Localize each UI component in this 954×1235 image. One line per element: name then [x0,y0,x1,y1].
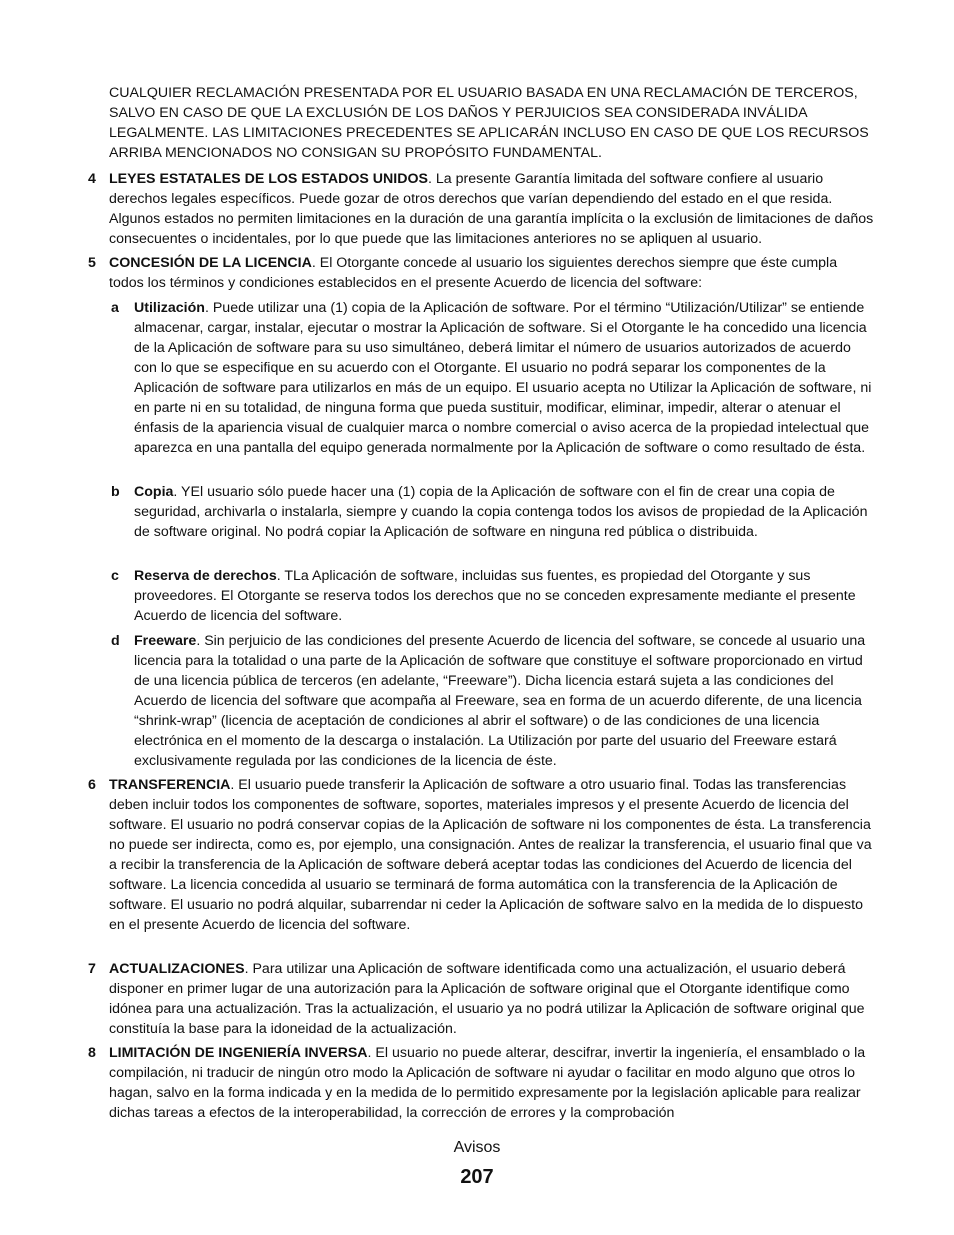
footer-section-label: Avisos [453,1139,501,1156]
subsection-letter: d [111,633,120,649]
section-7 [88,959,874,1039]
section-number: 8 [88,1045,96,1061]
section-text: . El Otorgante concede al usuario los siguientes derechos siempre que éste cumpla todos los términos y condiciones establecidos en el presente Acuerdo de licencia del software: [109,255,838,291]
subsection-letter: b [111,484,120,500]
section-title: ACTUALIZACIONES [109,961,245,977]
section-5 [88,253,874,293]
subsection-d [111,631,874,771]
intro-paragraph: CUALQUIER RECLAMACIÓN PRESENTADA POR EL USUARIO BASADA EN UNA RECLAMACIÓN DE TERCEROS, SALVO EN CASO DE QUE LA EXCLUSIÓN DE LOS DAÑOS Y PERJUICIOS SEA CONSIDERADA INVÁLIDA LEGALMENTE. LAS LIMITACIONES PRECEDENTES SE APLICARÁN INCLUSO EN CASO DE QUE LOS RECURSOS ARRIBA MENCIONADOS NO CONSIGAN SU PROPÓSITO FUNDAMENTAL. [109,85,869,161]
subsection-text: . YEl usuario sólo puede hacer una (1) copia de la Aplicación de software con el fin de crear una copia de seguridad, archivarla o instalarla, siempre y cuando la copia contenga todos los avisos de propiedad de la Aplicación de software original. No podrá copiar la Aplicación de software en ninguna red pública o distribuida. [134,484,868,540]
section-title: LEYES ESTATALES DE LOS ESTADOS UNIDOS [109,171,428,187]
section-6 [88,775,874,935]
page-number: 207 [460,1166,494,1188]
subsection-title: Reserva de derechos [134,568,277,584]
section-title: TRANSFERENCIA [109,777,231,793]
subsection-title: Utilización [134,300,205,316]
section-text: . El usuario no puede alterar, descifrar, invertir la ingeniería, el ensamblado o la compilación, ni traducir de ningún otro modo la Aplicación de software ni ayudar o facilitar en modo alguno que otros lo hagan, salvo en la forma indicada y en la medida de lo permitido expresamente por la legislación aplicable para realizar dichas tareas a efectos de la interoperabilidad, la corrección de errores y la comprobación [109,1045,866,1121]
section-number: 6 [88,777,96,793]
subsection-text: . Puede utilizar una (1) copia de la Aplicación de software. Por el término “Utilización/Utilizar” se entiende almacenar, cargar, instalar, ejecutar o mostrar la Aplicación de software. Si el Otorgante le ha concedido una licencia de la Aplicación de software para su uso simultáneo, deberá limitar el número de usuarios autorizados de acuerdo con lo que se especifique en su acuerdo con el Otorgante. El usuario no podrá separar los componentes de la Aplicación de software para utilizarlos en más de un equipo. El usuario acepta no Utilizar la Aplicación de software, ni en parte ni en su totalidad, de ninguna forma que pueda sustituir, modificar, eliminar, impedir, alterar o atenuar el énfasis de la apariencia visual de cualquier marca o nombre comercial o aviso acerca de la propiedad intelectual que aparezca en una pantalla del equipo generada normalmente por la Aplicación de software o como resultado de ésta. [134,300,872,456]
section-text: . Para utilizar una Aplicación de software identificada como una actualización, el usuario deberá disponer en primer lugar de una autorización para la Aplicación de software original que el Otorgante identifique como idónea para una actualización. Tras la actualización, el usuario ya no podrá utilizar la Aplicación de software original que constituía la base para la idoneidad de la actualización. [109,961,865,1037]
subsection-title: Freeware [134,633,197,649]
subsection-c [111,566,874,626]
section-number: 5 [88,255,96,271]
section-title: CONCESIÓN DE LA LICENCIA [109,255,312,271]
subsection-text: . TLa Aplicación de software, incluidas sus fuentes, es propiedad del Otorgante y sus proveedores. El Otorgante se reserva todos los derechos que no se conceden expresamente mediante el presente Acuerdo de licencia del software. [134,568,856,624]
section-4 [88,169,874,249]
section-8 [88,1043,874,1123]
section-number: 4 [88,171,96,187]
section-text: . El usuario puede transferir la Aplicación de software a otro usuario final. Todas las transferencias deben incluir todos los componentes de software, soportes, materiales impresos y el presente Acuerdo de licencia del software. El usuario no podrá conservar copias de la Aplicación de software ni los componentes de ésta. La transferencia no puede ser indirecta, como es, por ejemplo, una consignación. Antes de realizar la transferencia, el usuario final que va a recibir la transferencia de la Aplicación de software deberá aceptar todas las condiciones del Acuerdo de licencia del software. La licencia concedida al usuario se terminará de forma automática con la transferencia de la Aplicación de software. El usuario no podrá alquilar, subarrendar ni ceder la Aplicación de software salvo en la medida de lo dispuesto en el presente Acuerdo de licencia del software. [109,777,872,933]
subsection-text: . Sin perjuicio de las condiciones del presente Acuerdo de licencia del software, se concede al usuario una licencia para la totalidad o una parte de la Aplicación de software que constituye el software proporcionado en virtud de una licencia pública de terceros (en adelante, “Freeware”). Dicha licencia estará sujeta a las condiciones del Acuerdo de licencia del software que acompaña al Freeware, sea en forma de un acuerdo diferente, de una licencia “shrink-wrap” (licencia de aceptación de condiciones al abrir el software) o de las condiciones de una licencia electrónica en el momento de la descarga o instalación. La Utilización por parte del usuario del Freeware estará exclusivamente regulada por las condiciones de la licencia de éste. [134,633,866,769]
section-text: . La presente Garantía limitada del software confiere al usuario derechos legales específicos. Puede gozar de otros derechos que varían dependiendo del estado en el que resida. Algunos estados no permiten limitaciones en la duración de una garantía implícita o la exclusión de limitaciones de daños consecuentes o incidentales, por lo que puede que las limitaciones anteriores no se apliquen al usuario. [109,171,874,247]
subsection-a [111,298,874,458]
subsection-b [111,482,874,542]
subsection-letter: a [111,300,119,316]
subsection-letter: c [111,568,119,584]
subsection-title: Copia [134,484,174,500]
section-number: 7 [88,961,96,977]
section-title: LIMITACIÓN DE INGENIERÍA INVERSA [109,1045,368,1061]
